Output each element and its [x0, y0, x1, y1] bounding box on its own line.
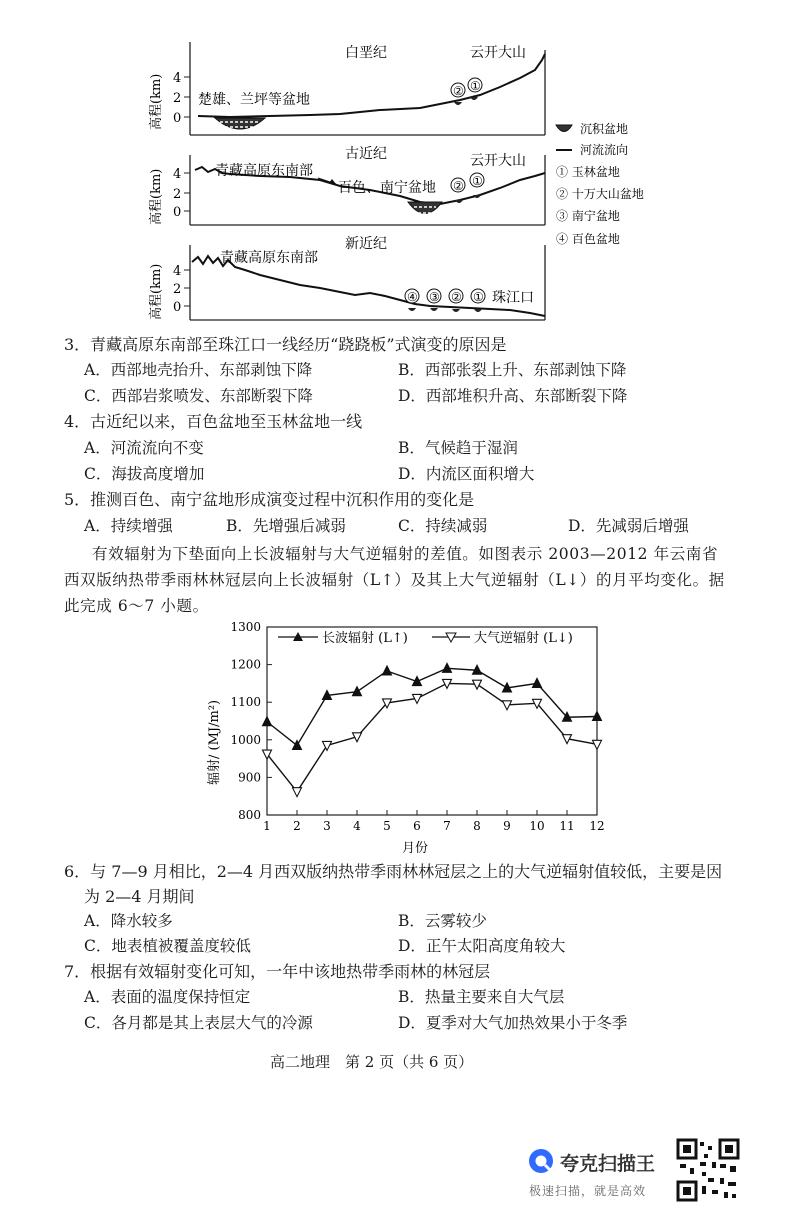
point-longwave-2	[293, 740, 302, 749]
y-tick-label: 900	[238, 770, 261, 785]
scanner-brand: 夸克扫描王	[560, 1153, 656, 1175]
series-line-longwave	[267, 668, 597, 745]
y-tick-label: 1200	[230, 657, 261, 672]
q4-option-c[interactable]: C．海拔高度增加	[84, 465, 205, 483]
scanner-watermark	[527, 1140, 667, 1200]
basin-label: 百色、南宁盆地	[338, 180, 436, 196]
plateau-label: 青藏高原东南部	[215, 163, 313, 179]
plateau-label: 青藏高原东南部	[220, 250, 318, 266]
elevation-axis-label: 高程(km)	[149, 263, 164, 320]
scanner-logo-icon	[527, 1147, 555, 1175]
chart-legend	[278, 630, 573, 646]
x-tick-label: 7	[443, 819, 451, 833]
point-longwave-4	[353, 687, 362, 696]
y-tick-label: 1000	[230, 732, 261, 747]
tick-0: 0	[173, 300, 182, 315]
q3-option-c[interactable]: C．西部岩浆喷发、东部断裂下降	[84, 387, 313, 405]
point-counter-12	[593, 740, 602, 749]
profile-panel-cretaceous	[148, 42, 545, 135]
question-7-stem: 7．根据有效辐射变化可知，一年中该地热带季雨林的林冠层	[64, 962, 491, 981]
qr-code-icon	[676, 1138, 740, 1202]
marker-1: ①	[470, 79, 481, 93]
marker-2: ②	[451, 290, 462, 304]
q3-option-b[interactable]: B．西部张裂上升、东部剥蚀下降	[398, 361, 627, 379]
intro-line-2: 西双版纳热带季雨林林冠层向上长波辐射（L↑）及其上大气逆辐射（L↓）的月平均变化。据	[64, 571, 725, 589]
tick-0: 0	[173, 205, 182, 220]
tick-0: 0	[173, 111, 182, 126]
q3-option-a[interactable]: A．西部地壳抬升、东部剥蚀下降	[84, 361, 313, 379]
x-tick-label: 2	[293, 819, 301, 833]
page-footer: 高二地理 第 2 页（共 6 页）	[270, 1053, 474, 1071]
marker-3: ③	[429, 290, 440, 304]
legend-item-4: ④ 百色盆地	[556, 232, 620, 246]
x-tick-label: 6	[413, 819, 421, 833]
q6-option-d[interactable]: D．正午太阳高度角较大	[398, 937, 566, 955]
x-tick-label: 11	[559, 819, 575, 833]
question-5-stem: 5．推测百色、南宁盆地形成演变过程中沉积作用的变化是	[64, 490, 475, 509]
q7-option-b[interactable]: B．热量主要来自大气层	[398, 988, 565, 1006]
profile-panel-neogene	[148, 236, 545, 320]
panel-title-cretaceous: 白垩纪	[345, 45, 387, 61]
x-tick-label: 4	[353, 819, 361, 833]
legend-item-1: ① 玉林盆地	[556, 165, 620, 179]
legend-item-2: ② 十万大山盆地	[556, 187, 644, 201]
profile-legend	[556, 121, 644, 246]
y-tick-label: 1300	[230, 620, 261, 634]
q4-option-b[interactable]: B．气候趋于湿润	[398, 439, 518, 457]
legend-counter: 大气逆辐射 (L↓)	[474, 631, 573, 646]
x-tick-label: 9	[503, 819, 511, 833]
geologic-profile-figure	[140, 30, 670, 330]
x-tick-label: 3	[323, 819, 331, 833]
tick-4: 4	[173, 167, 182, 182]
tick-2: 2	[173, 187, 182, 202]
intro-line-3: 此完成 6～7 小题。	[64, 597, 209, 615]
question-6-stem-line1: 6．与 7—9 月相比，2—4 月西双版纳热带季雨林林冠层之上的大气逆辐射值较低，主要是因	[64, 862, 723, 881]
estuary-label: 珠江口	[492, 290, 534, 306]
question-6-stem-line2: 为 2—4 月期间	[84, 887, 195, 906]
mountain-label: 云开大山	[470, 45, 526, 61]
q5-option-d[interactable]: D．先减弱后增强	[568, 517, 689, 535]
marker-4: ④	[407, 290, 418, 304]
q5-option-b[interactable]: B．先增强后减弱	[226, 517, 346, 535]
q6-option-b[interactable]: B．云雾较少	[398, 912, 487, 930]
panel-title-neogene: 新近纪	[345, 236, 387, 252]
tick-4: 4	[173, 264, 182, 279]
series-line-counter	[267, 683, 597, 791]
q4-option-a[interactable]: A．河流流向不变	[84, 439, 204, 457]
tick-4: 4	[173, 71, 182, 86]
y-tick-label: 800	[238, 808, 261, 822]
q7-option-d[interactable]: D．夏季对大气加热效果小于冬季	[398, 1014, 628, 1032]
radiation-line-chart	[200, 620, 610, 860]
point-longwave-10	[533, 678, 542, 687]
q7-option-a[interactable]: A．表面的温度保持恒定	[84, 988, 251, 1006]
legend-sediment: 沉积盆地	[580, 122, 629, 136]
question-3-stem: 3．青藏高原东南部至珠江口一线经历“跷跷板”式演变的原因是	[64, 335, 507, 354]
plot-frame	[267, 627, 597, 815]
legend-river: 河流流向	[580, 143, 629, 157]
q6-option-a[interactable]: A．降水较多	[84, 912, 173, 930]
q3-option-d[interactable]: D．西部堆积升高、东部断裂下降	[398, 387, 628, 405]
q7-option-c[interactable]: C．各月都是其上表层大气的冷源	[84, 1014, 313, 1032]
profile-panel-paleogene	[148, 145, 545, 225]
marker-2: ②	[453, 84, 464, 98]
point-longwave-5	[383, 666, 392, 675]
basin-label: 楚雄、兰坪等盆地	[198, 92, 310, 108]
mountain-label: 云开大山	[470, 153, 526, 169]
x-tick-label: 12	[589, 819, 605, 833]
question-4-stem: 4．古近纪以来，百色盆地至玉林盆地一线	[64, 412, 363, 431]
x-tick-label: 10	[529, 819, 545, 833]
point-longwave-1	[263, 717, 272, 726]
legend-item-3: ③ 南宁盆地	[556, 209, 620, 223]
x-tick-label: 8	[473, 819, 481, 833]
scanner-slogan: 极速扫描，就是高效	[529, 1184, 647, 1198]
y-axis-label: 辐射/ (MJ/m²)	[207, 699, 222, 785]
q5-option-a[interactable]: A．持续增强	[84, 517, 173, 535]
point-counter-2	[293, 788, 302, 797]
intro-line-1: 有效辐射为下垫面向上长波辐射与大气逆辐射的差值。如图表示 2003—2012 年云南省	[92, 545, 719, 563]
x-tick-label: 1	[263, 819, 271, 833]
marker-1: ①	[473, 290, 484, 304]
tick-2: 2	[173, 91, 182, 106]
q5-option-c[interactable]: C．持续减弱	[398, 517, 488, 535]
q6-option-c[interactable]: C．地表植被覆盖度较低	[84, 937, 251, 955]
marker-2: ②	[453, 179, 464, 193]
elevation-axis-label: 高程(km)	[149, 73, 164, 130]
marker-1: ①	[472, 174, 483, 188]
x-axis-label: 月份	[401, 841, 429, 856]
tick-2: 2	[173, 282, 182, 297]
y-tick-label: 1100	[230, 695, 261, 710]
legend-longwave: 长波辐射 (L↑)	[322, 631, 408, 646]
x-tick-label: 5	[383, 819, 391, 833]
elevation-axis-label: 高程(km)	[149, 168, 164, 225]
panel-title-paleogene: 古近纪	[345, 146, 387, 162]
q4-option-d[interactable]: D．内流区面积增大	[398, 465, 535, 483]
